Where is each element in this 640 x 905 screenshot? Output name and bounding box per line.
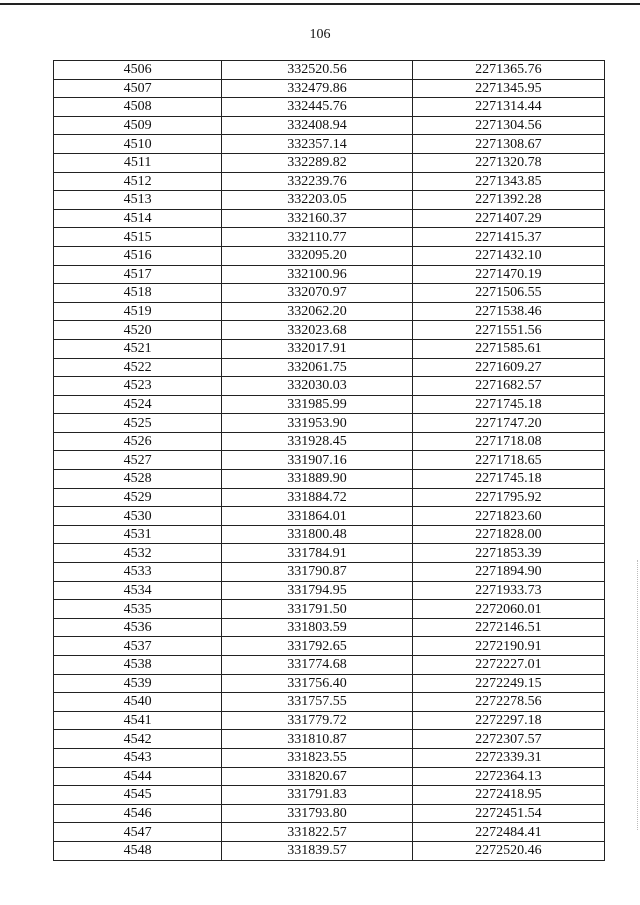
table-row (54, 656, 605, 675)
table-row (54, 414, 605, 433)
y-coordinate-cell: 2271682.57 (412, 377, 604, 396)
table-row (54, 153, 605, 172)
point-number-cell: 4535 (54, 600, 222, 619)
x-coordinate-cell: 332062.20 (222, 302, 412, 321)
y-coordinate-cell: 2272227.01 (412, 656, 604, 675)
point-number-cell: 4516 (54, 246, 222, 265)
y-coordinate-cell: 2272364.13 (412, 767, 604, 786)
x-coordinate-cell: 332061.75 (222, 358, 412, 377)
x-coordinate-cell: 331756.40 (222, 674, 412, 693)
x-coordinate-cell: 332070.97 (222, 284, 412, 303)
x-coordinate-cell: 331800.48 (222, 525, 412, 544)
x-coordinate-cell: 332520.56 (222, 61, 412, 80)
y-coordinate-cell: 2271745.18 (412, 395, 604, 414)
y-coordinate-cell: 2271470.19 (412, 265, 604, 284)
table-row (54, 637, 605, 656)
x-coordinate-cell: 332030.03 (222, 377, 412, 396)
x-coordinate-cell: 331928.45 (222, 432, 412, 451)
table-row (54, 730, 605, 749)
point-number-cell: 4518 (54, 284, 222, 303)
x-coordinate-cell: 331757.55 (222, 693, 412, 712)
y-coordinate-cell: 2271343.85 (412, 172, 604, 191)
y-coordinate-cell: 2271933.73 (412, 581, 604, 600)
table-row (54, 209, 605, 228)
y-coordinate-cell: 2271432.10 (412, 246, 604, 265)
coordinates-table (53, 60, 605, 861)
point-number-cell: 4547 (54, 823, 222, 842)
y-coordinate-cell: 2272339.31 (412, 748, 604, 767)
x-coordinate-cell: 332160.37 (222, 209, 412, 228)
point-number-cell: 4522 (54, 358, 222, 377)
x-coordinate-cell: 331784.91 (222, 544, 412, 563)
point-number-cell: 4524 (54, 395, 222, 414)
table-row (54, 748, 605, 767)
y-coordinate-cell: 2271506.55 (412, 284, 604, 303)
y-coordinate-cell: 2272249.15 (412, 674, 604, 693)
x-coordinate-cell: 331790.87 (222, 563, 412, 582)
x-coordinate-cell: 332479.86 (222, 79, 412, 98)
x-coordinate-cell: 332289.82 (222, 153, 412, 172)
x-coordinate-cell: 331791.50 (222, 600, 412, 619)
table-row (54, 61, 605, 80)
y-coordinate-cell: 2271304.56 (412, 116, 604, 135)
x-coordinate-cell: 331810.87 (222, 730, 412, 749)
x-coordinate-cell: 331889.90 (222, 470, 412, 489)
x-coordinate-cell: 331985.99 (222, 395, 412, 414)
scan-edge-mark (636, 560, 638, 830)
point-number-cell: 4523 (54, 377, 222, 396)
y-coordinate-cell: 2271795.92 (412, 488, 604, 507)
x-coordinate-cell: 331794.95 (222, 581, 412, 600)
point-number-cell: 4538 (54, 656, 222, 675)
point-number-cell: 4531 (54, 525, 222, 544)
y-coordinate-cell: 2271853.39 (412, 544, 604, 563)
point-number-cell: 4508 (54, 98, 222, 117)
y-coordinate-cell: 2272278.56 (412, 693, 604, 712)
table-row (54, 767, 605, 786)
y-coordinate-cell: 2271345.95 (412, 79, 604, 98)
y-coordinate-cell: 2272307.57 (412, 730, 604, 749)
x-coordinate-cell: 331839.57 (222, 841, 412, 860)
y-coordinate-cell: 2271365.76 (412, 61, 604, 80)
x-coordinate-cell: 332239.76 (222, 172, 412, 191)
table-row (54, 432, 605, 451)
table-row (54, 823, 605, 842)
point-number-cell: 4509 (54, 116, 222, 135)
y-coordinate-cell: 2271747.20 (412, 414, 604, 433)
table-row (54, 98, 605, 117)
y-coordinate-cell: 2271894.90 (412, 563, 604, 582)
table-row (54, 693, 605, 712)
table-row (54, 841, 605, 860)
x-coordinate-cell: 331907.16 (222, 451, 412, 470)
y-coordinate-cell: 2272060.01 (412, 600, 604, 619)
point-number-cell: 4513 (54, 191, 222, 210)
table-row (54, 116, 605, 135)
table-row (54, 711, 605, 730)
x-coordinate-cell: 331774.68 (222, 656, 412, 675)
x-coordinate-cell: 332017.91 (222, 339, 412, 358)
y-coordinate-cell: 2271308.67 (412, 135, 604, 154)
x-coordinate-cell: 331953.90 (222, 414, 412, 433)
point-number-cell: 4506 (54, 61, 222, 80)
y-coordinate-cell: 2272146.51 (412, 618, 604, 637)
point-number-cell: 4542 (54, 730, 222, 749)
table-row (54, 563, 605, 582)
point-number-cell: 4517 (54, 265, 222, 284)
point-number-cell: 4545 (54, 786, 222, 805)
y-coordinate-cell: 2271823.60 (412, 507, 604, 526)
x-coordinate-cell: 332408.94 (222, 116, 412, 135)
point-number-cell: 4541 (54, 711, 222, 730)
table-row (54, 618, 605, 637)
x-coordinate-cell: 332023.68 (222, 321, 412, 340)
point-number-cell: 4530 (54, 507, 222, 526)
y-coordinate-cell: 2271407.29 (412, 209, 604, 228)
coordinates-table-body (54, 61, 605, 861)
point-number-cell: 4519 (54, 302, 222, 321)
x-coordinate-cell: 331803.59 (222, 618, 412, 637)
table-row (54, 265, 605, 284)
table-row (54, 600, 605, 619)
y-coordinate-cell: 2271551.56 (412, 321, 604, 340)
point-number-cell: 4534 (54, 581, 222, 600)
x-coordinate-cell: 332110.77 (222, 228, 412, 247)
point-number-cell: 4533 (54, 563, 222, 582)
point-number-cell: 4527 (54, 451, 222, 470)
point-number-cell: 4537 (54, 637, 222, 656)
x-coordinate-cell: 331864.01 (222, 507, 412, 526)
y-coordinate-cell: 2272418.95 (412, 786, 604, 805)
x-coordinate-cell: 331823.55 (222, 748, 412, 767)
table-row (54, 544, 605, 563)
x-coordinate-cell: 332445.76 (222, 98, 412, 117)
point-number-cell: 4520 (54, 321, 222, 340)
table-row (54, 321, 605, 340)
table-row (54, 581, 605, 600)
y-coordinate-cell: 2271538.46 (412, 302, 604, 321)
y-coordinate-cell: 2271609.27 (412, 358, 604, 377)
table-row (54, 191, 605, 210)
point-number-cell: 4539 (54, 674, 222, 693)
point-number-cell: 4515 (54, 228, 222, 247)
point-number-cell: 4548 (54, 841, 222, 860)
x-coordinate-cell: 332095.20 (222, 246, 412, 265)
table-row (54, 470, 605, 489)
table-row (54, 804, 605, 823)
y-coordinate-cell: 2272520.46 (412, 841, 604, 860)
y-coordinate-cell: 2271314.44 (412, 98, 604, 117)
y-coordinate-cell: 2272484.41 (412, 823, 604, 842)
point-number-cell: 4525 (54, 414, 222, 433)
x-coordinate-cell: 331792.65 (222, 637, 412, 656)
point-number-cell: 4512 (54, 172, 222, 191)
x-coordinate-cell: 332203.05 (222, 191, 412, 210)
x-coordinate-cell: 331820.67 (222, 767, 412, 786)
y-coordinate-cell: 2271828.00 (412, 525, 604, 544)
y-coordinate-cell: 2271392.28 (412, 191, 604, 210)
y-coordinate-cell: 2272190.91 (412, 637, 604, 656)
y-coordinate-cell: 2271745.18 (412, 470, 604, 489)
y-coordinate-cell: 2271415.37 (412, 228, 604, 247)
point-number-cell: 4536 (54, 618, 222, 637)
table-row (54, 507, 605, 526)
table-row (54, 246, 605, 265)
point-number-cell: 4510 (54, 135, 222, 154)
table-row (54, 135, 605, 154)
table-row (54, 284, 605, 303)
table-row (54, 525, 605, 544)
table-row (54, 79, 605, 98)
x-coordinate-cell: 331884.72 (222, 488, 412, 507)
point-number-cell: 4546 (54, 804, 222, 823)
y-coordinate-cell: 2271320.78 (412, 153, 604, 172)
point-number-cell: 4540 (54, 693, 222, 712)
table-row (54, 339, 605, 358)
x-coordinate-cell: 331822.57 (222, 823, 412, 842)
point-number-cell: 4526 (54, 432, 222, 451)
y-coordinate-cell: 2271585.61 (412, 339, 604, 358)
table-row (54, 377, 605, 396)
table-row (54, 451, 605, 470)
x-coordinate-cell: 331793.80 (222, 804, 412, 823)
y-coordinate-cell: 2272297.18 (412, 711, 604, 730)
point-number-cell: 4532 (54, 544, 222, 563)
point-number-cell: 4528 (54, 470, 222, 489)
table-row (54, 228, 605, 247)
table-row (54, 395, 605, 414)
point-number-cell: 4511 (54, 153, 222, 172)
x-coordinate-cell: 331791.83 (222, 786, 412, 805)
page-number: 106 (309, 27, 331, 42)
y-coordinate-cell: 2271718.08 (412, 432, 604, 451)
point-number-cell: 4544 (54, 767, 222, 786)
table-row (54, 488, 605, 507)
table-row (54, 358, 605, 377)
table-row (54, 674, 605, 693)
y-coordinate-cell: 2272451.54 (412, 804, 604, 823)
table-row (54, 302, 605, 321)
x-coordinate-cell: 332100.96 (222, 265, 412, 284)
point-number-cell: 4507 (54, 79, 222, 98)
x-coordinate-cell: 331779.72 (222, 711, 412, 730)
table-row (54, 172, 605, 191)
x-coordinate-cell: 332357.14 (222, 135, 412, 154)
top-rule (0, 3, 640, 5)
point-number-cell: 4514 (54, 209, 222, 228)
point-number-cell: 4529 (54, 488, 222, 507)
y-coordinate-cell: 2271718.65 (412, 451, 604, 470)
point-number-cell: 4521 (54, 339, 222, 358)
point-number-cell: 4543 (54, 748, 222, 767)
table-row (54, 786, 605, 805)
